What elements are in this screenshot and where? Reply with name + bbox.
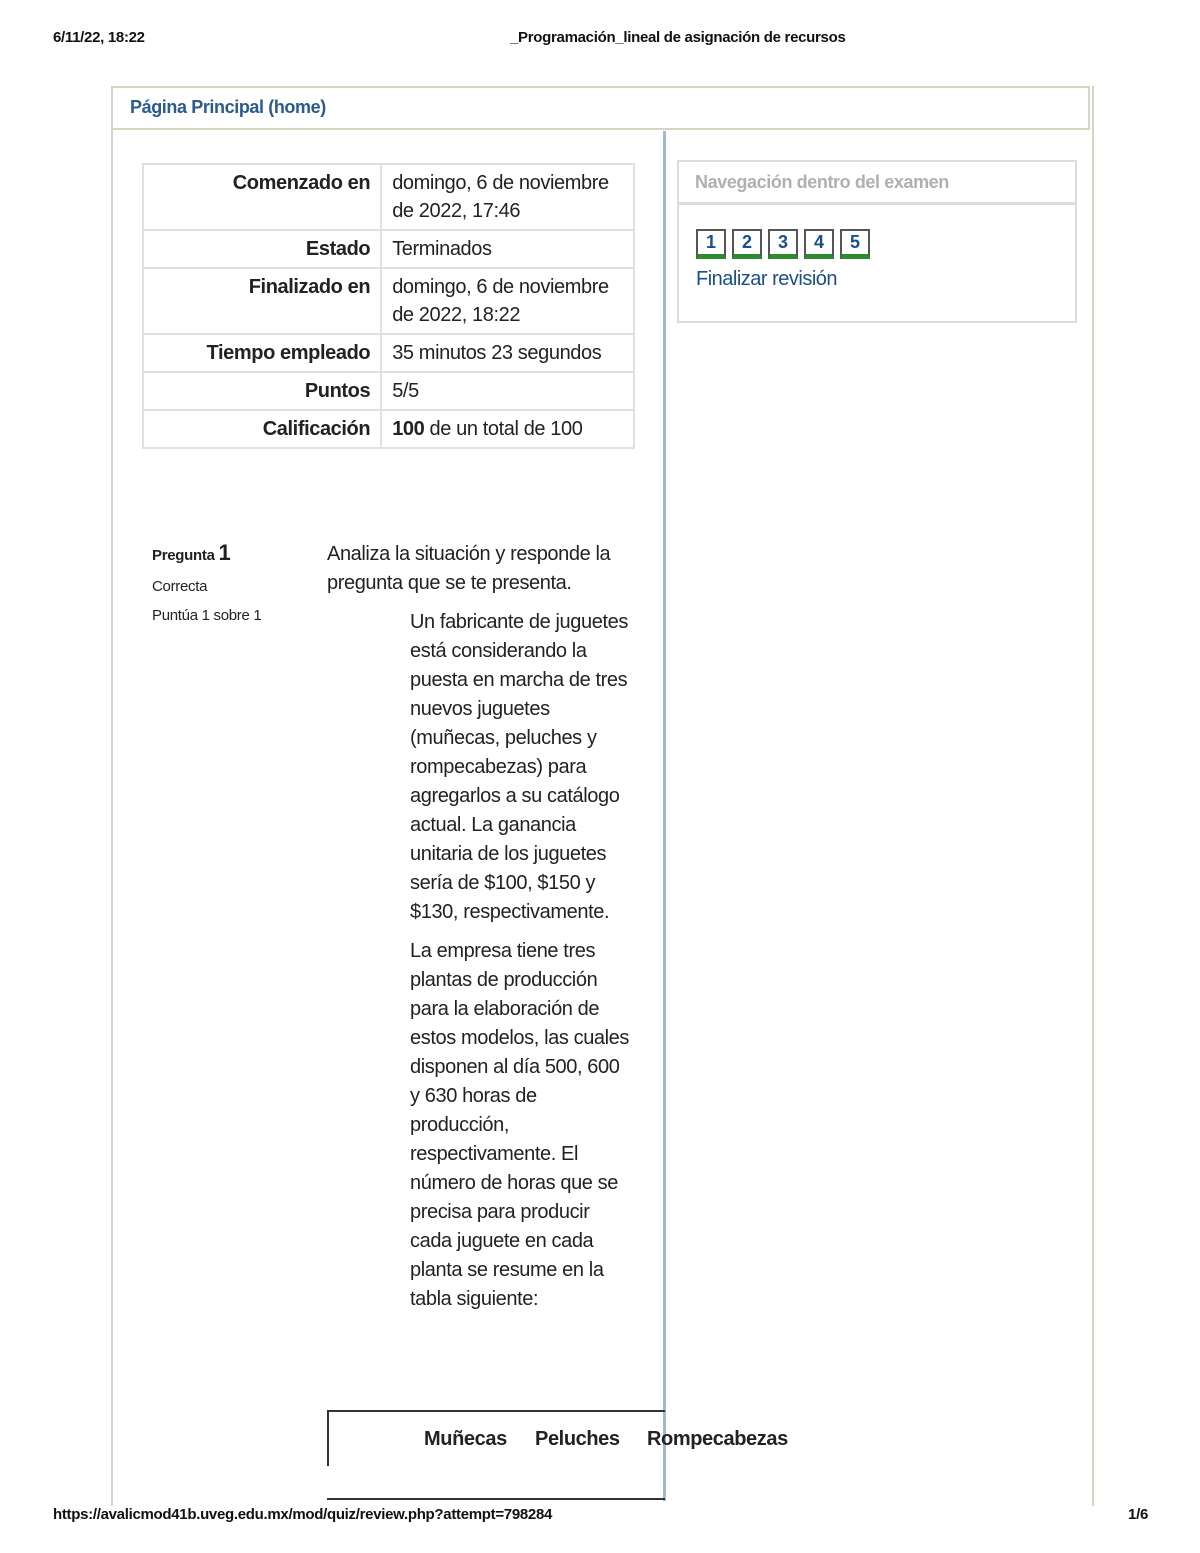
- nav-title: Navegación dentro del examen: [679, 162, 1075, 205]
- breadcrumb-bar: [111, 86, 1090, 130]
- summary-value: Terminados: [381, 230, 634, 268]
- column-divider: [663, 131, 666, 1501]
- question-number: [152, 540, 261, 566]
- summary-row-finished: [143, 268, 634, 334]
- table-header: Rompecabezas: [647, 1428, 788, 1450]
- question-label: Pregunta: [152, 547, 215, 564]
- question-score: Puntúa 1 sobre 1: [152, 607, 262, 624]
- summary-label: Finalizado en: [143, 268, 381, 334]
- question-number-value: 1: [218, 540, 231, 565]
- summary-row-started: [143, 164, 634, 230]
- summary-row-grade: [143, 410, 634, 448]
- question-nav-button-3[interactable]: [768, 229, 798, 259]
- question-state: Correcta: [152, 578, 208, 595]
- question-nav-button-5[interactable]: [840, 229, 870, 259]
- hours-table: [327, 1410, 788, 1466]
- summary-value: domingo, 6 de noviembre de 2022, 18:22: [381, 268, 634, 334]
- print-page-number: 1/6: [1128, 1506, 1148, 1523]
- summary-label: Estado: [143, 230, 381, 268]
- summary-value: [381, 410, 634, 448]
- question-nav-button-2[interactable]: [732, 229, 762, 259]
- quiz-navigation-block: [677, 160, 1077, 323]
- question-nav-label: 5: [849, 232, 860, 252]
- question-nav-label: 3: [777, 232, 788, 252]
- grade-value: 100: [392, 418, 425, 440]
- summary-value: 35 minutos 23 segundos: [381, 334, 634, 372]
- grade-total: de un total de 100: [424, 418, 583, 440]
- question-paragraph: Un fabricante de juguetes está considerando la puesta en marcha de tres nuevos juguetes (muñecas, peluches y rompecabezas) para agregarlos a su catálogo actual. La ganancia unitaria de los juguetes sería de $100, $150 y $130, respectivamente.: [410, 611, 628, 923]
- summary-label: Comenzado en: [143, 164, 381, 230]
- question-nav-button-1[interactable]: [696, 229, 726, 259]
- print-title: _Programación_lineal de asignación de recursos: [510, 29, 846, 46]
- print-url: https://avalicmod41b.uveg.edu.mx/mod/quiz/review.php?attempt=798284: [53, 1506, 553, 1523]
- question-intro: Analiza la situación y responde la pregunta que se te presenta.: [327, 543, 611, 594]
- table-header: Muñecas: [424, 1428, 507, 1450]
- question-nav-label: 2: [741, 232, 752, 252]
- summary-row-points: [143, 372, 634, 410]
- question-nav-label: 1: [705, 232, 716, 252]
- question-nav-label: 4: [813, 232, 824, 252]
- content-bottom-rule: [327, 1498, 665, 1500]
- summary-value: 5/5: [381, 372, 634, 410]
- summary-label: Calificación: [143, 410, 381, 448]
- summary-row-state: [143, 230, 634, 268]
- question-nav-buttons: [696, 229, 870, 259]
- summary-row-time: [143, 334, 634, 372]
- question-nav-button-4[interactable]: [804, 229, 834, 259]
- attempt-summary-table: [142, 163, 635, 449]
- print-date: 6/11/22, 18:22: [53, 29, 145, 46]
- question-body: [410, 608, 632, 1324]
- summary-label: Tiempo empleado: [143, 334, 381, 372]
- table-header: Peluches: [535, 1428, 620, 1450]
- summary-label: Puntos: [143, 372, 381, 410]
- summary-value: domingo, 6 de noviembre de 2022, 17:46: [381, 164, 634, 230]
- question-info: [152, 540, 261, 636]
- home-link[interactable]: Página Principal (home): [130, 97, 326, 117]
- question-paragraph: La empresa tiene tres plantas de producción para la elaboración de estos modelos, las cuales disponen al día 500, 600 y 630 horas de producción, respectivamente. El número de horas que se precisa para producir cada juguete en cada planta se resume en la tabla siguiente:: [410, 940, 630, 1310]
- finish-review-link[interactable]: Finalizar revisión: [696, 268, 838, 290]
